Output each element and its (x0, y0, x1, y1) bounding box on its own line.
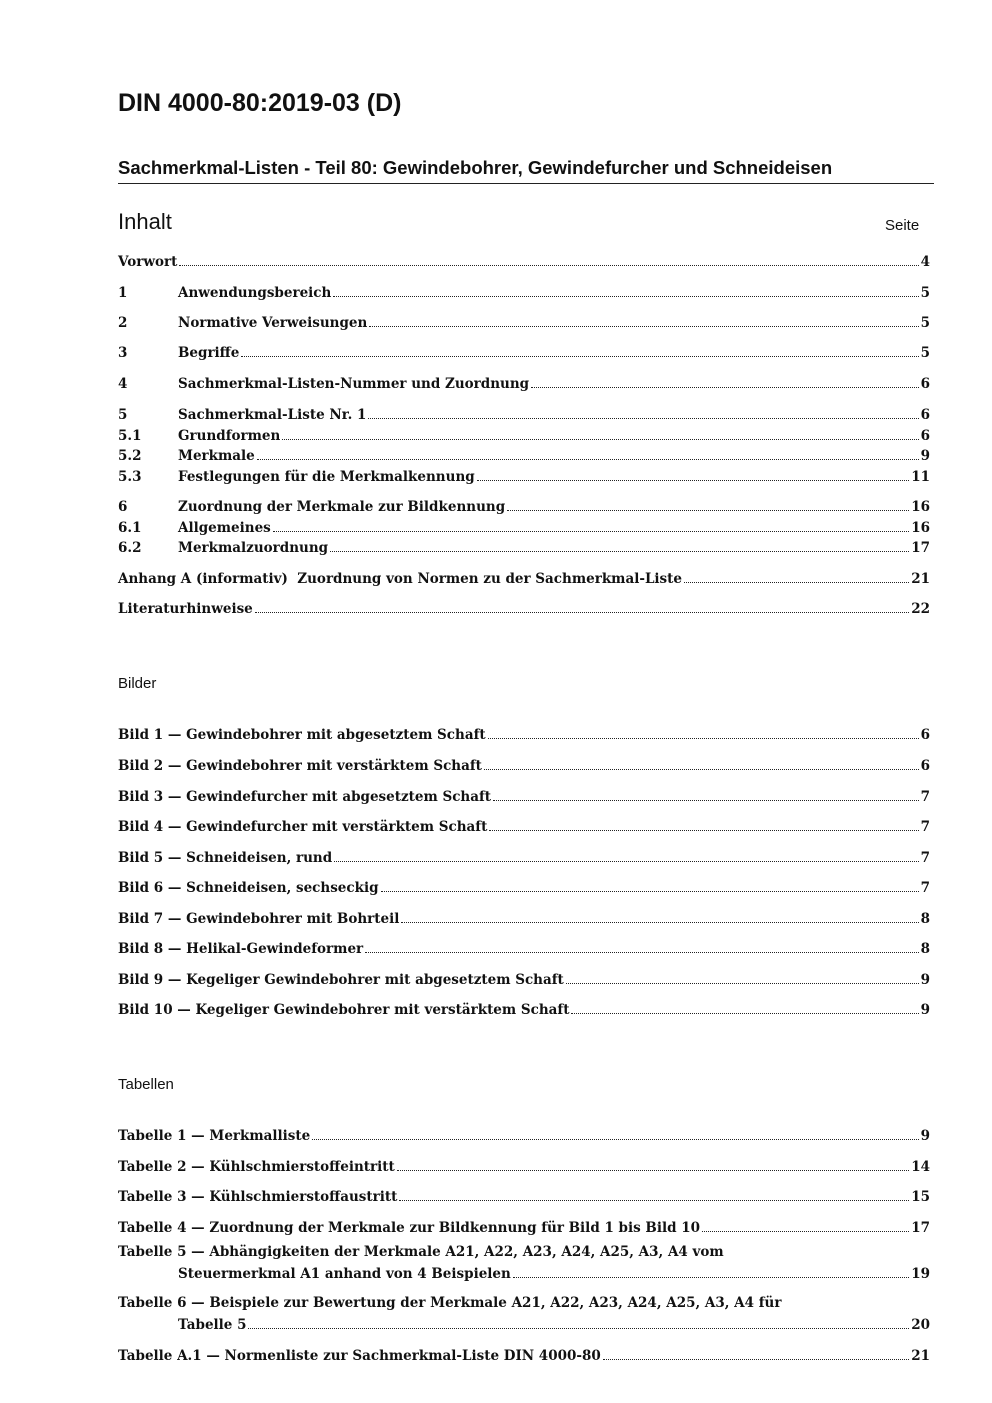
table-entry[interactable] (118, 1155, 930, 1175)
figure-entry-page: 6 (920, 758, 930, 774)
table-entry-label: Tabelle 2 — Kühlschmierstoffeintritt (118, 1159, 395, 1175)
toc-entry-label: Merkmale (178, 448, 255, 464)
figure-entry-page: 7 (920, 850, 930, 866)
dot-leader (513, 1277, 909, 1278)
header-rule (118, 183, 934, 184)
table-entry-label-line2: Tabelle 5 (178, 1317, 247, 1333)
toc-entry-number: 5.1 (118, 428, 142, 444)
toc-entry-6[interactable] (118, 495, 930, 515)
figure-entry[interactable] (118, 937, 930, 957)
dot-leader (399, 1200, 909, 1201)
dot-leader (248, 1328, 909, 1329)
document-id: DIN 4000-80:2019-03 (D) (118, 89, 402, 117)
toc-entry-page: 5 (920, 285, 930, 301)
toc-entry-number: 6.1 (118, 520, 142, 536)
toc-entry-6-2[interactable] (118, 536, 930, 556)
tables-heading: Tabellen (118, 1076, 174, 1093)
figure-entry-label: Bild 8 — Helikal-Gewindeformer (118, 941, 364, 957)
toc-entry-page: 4 (920, 254, 930, 270)
dot-leader (507, 510, 909, 511)
table-entry-label-line1: Tabelle 5 — Abhängigkeiten der Merkmale A21, A22, A23, A24, A25, A3, A4 vom (118, 1244, 724, 1260)
dot-leader (333, 296, 918, 297)
toc-entry-label: Vorwort (118, 254, 178, 270)
toc-entry-2[interactable] (118, 311, 930, 331)
table-entry-label: Tabelle 3 — Kühlschmierstoffaustritt (118, 1189, 398, 1205)
toc-entry-1[interactable] (118, 281, 930, 301)
figure-entry-label: Bild 9 — Kegeliger Gewindebohrer mit abgesetztem Schaft (118, 972, 564, 988)
table-entry-label: Tabelle A.1 — Normenliste zur Sachmerkmal-Liste DIN 4000-80 (118, 1348, 601, 1364)
toc-entry-page: 6 (920, 428, 930, 444)
table-entry[interactable] (118, 1124, 930, 1144)
dot-leader (488, 738, 919, 739)
toc-entry-label: Normative Verweisungen (178, 315, 368, 331)
toc-entry-page: 16 (911, 499, 930, 515)
dot-leader (477, 480, 910, 481)
figure-entry-page: 7 (920, 789, 930, 805)
toc-entry-number: 5.3 (118, 469, 142, 485)
figure-entry-label: Bild 3 — Gewindefurcher mit abgesetztem Schaft (118, 789, 492, 805)
figure-entry-page: 8 (920, 941, 930, 957)
figure-entry-page: 9 (920, 1002, 930, 1018)
figure-entry[interactable] (118, 968, 930, 988)
dot-leader (334, 861, 918, 862)
dot-leader (603, 1359, 909, 1360)
figure-entry[interactable] (118, 876, 930, 896)
toc-entry-5-2[interactable] (118, 444, 930, 464)
dot-leader (566, 983, 919, 984)
dot-leader (282, 439, 918, 440)
dot-leader (255, 612, 909, 613)
toc-entry-label: Zuordnung der Merkmale zur Bildkennung (178, 499, 506, 515)
figure-entry-label: Bild 5 — Schneideisen, rund (118, 850, 333, 866)
table-entry-label-line1: Tabelle 6 — Beispiele zur Bewertung der Merkmale A21, A22, A23, A24, A25, A3, A4 für (118, 1295, 782, 1311)
toc-entry-anhang-a[interactable] (118, 567, 930, 587)
toc-entry-page: 6 (920, 407, 930, 423)
figure-entry-label: Bild 10 — Kegeliger Gewindebohrer mit verstärktem Schaft (118, 1002, 570, 1018)
toc-entry-label: Sachmerkmal-Listen-Nummer und Zuordnung (178, 376, 530, 392)
figure-entry-page: 7 (920, 819, 930, 835)
toc-entry-number: 1 (118, 285, 128, 301)
table-entry-label-line2: Steuermerkmal A1 anhand von 4 Beispielen (178, 1266, 511, 1282)
toc-entry-page: 17 (911, 540, 930, 556)
page-column-label: Seite (885, 217, 920, 234)
figure-entry-label: Bild 2 — Gewindebohrer mit verstärktem Schaft (118, 758, 482, 774)
table-entry-page: 9 (920, 1128, 930, 1144)
toc-entry-label: Grundformen (178, 428, 281, 444)
dot-leader (397, 1170, 909, 1171)
toc-entry-page: 5 (920, 315, 930, 331)
toc-entry-5-3[interactable] (118, 465, 930, 485)
toc-entry-label: Begriffe (178, 345, 240, 361)
figure-entry[interactable] (118, 998, 930, 1018)
toc-entry-label: Merkmalzuordnung (178, 540, 329, 556)
figure-entry-page: 7 (920, 880, 930, 896)
table-entry-page: 15 (911, 1189, 930, 1205)
figure-entry-label: Bild 1 — Gewindebohrer mit abgesetztem Schaft (118, 727, 486, 743)
dot-leader (257, 459, 919, 460)
toc-entry-label: Anwendungsbereich (178, 285, 332, 301)
table-entry-page: 17 (911, 1220, 930, 1236)
dot-leader (493, 800, 919, 801)
dot-leader (484, 769, 919, 770)
toc-entry-number: 6.2 (118, 540, 142, 556)
toc-entry-page: 21 (911, 571, 930, 587)
figure-entry[interactable] (118, 815, 930, 835)
toc-entry-page: 6 (920, 376, 930, 392)
dot-leader (312, 1139, 918, 1140)
figure-entry[interactable] (118, 785, 930, 805)
toc-entry-page: 22 (911, 601, 930, 617)
table-entry[interactable] (118, 1216, 930, 1236)
figure-entry-page: 9 (920, 972, 930, 988)
dot-leader (381, 891, 919, 892)
table-entry-multiline[interactable] (118, 1242, 930, 1282)
figure-entry-label: Bild 6 — Schneideisen, sechseckig (118, 880, 379, 896)
toc-entry-number: 4 (118, 376, 128, 392)
figure-entry-label: Bild 4 — Gewindefurcher mit verstärktem Schaft (118, 819, 488, 835)
dot-leader (369, 326, 918, 327)
document-subtitle: Sachmerkmal-Listen - Teil 80: Gewindebohrer, Gewindefurcher und Schneideisen (118, 157, 833, 178)
toc-entry-label: Literaturhinweise (118, 601, 253, 617)
toc-entry-4[interactable] (118, 372, 930, 392)
figure-entry[interactable] (118, 907, 930, 927)
table-entry[interactable] (118, 1185, 930, 1205)
toc-entry-number: 5 (118, 407, 128, 423)
table-entry-label: Tabelle 1 — Merkmalliste (118, 1128, 311, 1144)
toc-entry-5-1[interactable] (118, 424, 930, 444)
table-entry-multiline[interactable] (118, 1293, 930, 1333)
dot-leader (273, 531, 909, 532)
toc-entry-vorwort[interactable] (118, 250, 930, 270)
toc-entry-3[interactable] (118, 341, 930, 361)
figure-entry[interactable] (118, 723, 930, 743)
toc-entry-5[interactable] (118, 403, 930, 423)
figure-entry[interactable] (118, 754, 930, 774)
figure-entry-label: Bild 7 — Gewindebohrer mit Bohrteil (118, 911, 400, 927)
dot-leader (401, 922, 918, 923)
table-entry-page: 20 (911, 1317, 930, 1333)
table-entry-page: 21 (911, 1348, 930, 1364)
toc-entry-page: 16 (911, 520, 930, 536)
dot-leader (330, 551, 909, 552)
figures-heading: Bilder (118, 675, 157, 692)
dot-leader (365, 952, 918, 953)
toc-entry-number: 5.2 (118, 448, 142, 464)
table-entry[interactable] (118, 1344, 930, 1364)
toc-entry-number: 6 (118, 499, 128, 515)
toc-entry-number: 3 (118, 345, 128, 361)
table-entry-page: 14 (911, 1159, 930, 1175)
dot-leader (571, 1013, 918, 1014)
toc-entry-6-1[interactable] (118, 516, 930, 536)
toc-entry-page: 9 (920, 448, 930, 464)
toc-entry-label: Anhang A (informativ) Zuordnung von Normen zu der Sachmerkmal-Liste (118, 571, 682, 587)
table-entry-page: 19 (911, 1266, 930, 1282)
dot-leader (241, 356, 918, 357)
figure-entry-page: 8 (920, 911, 930, 927)
toc-entry-page: 5 (920, 345, 930, 361)
dot-leader (531, 387, 918, 388)
toc-entry-label: Festlegungen für die Merkmalkennung (178, 469, 475, 485)
dot-leader (684, 582, 909, 583)
figure-entry-page: 6 (920, 727, 930, 743)
dot-leader (489, 830, 918, 831)
figure-entry[interactable] (118, 846, 930, 866)
table-entry-label: Tabelle 4 — Zuordnung der Merkmale zur Bildkennung für Bild 1 bis Bild 10 (118, 1220, 701, 1236)
toc-heading: Inhalt (118, 209, 172, 234)
toc-entry-literatur[interactable] (118, 597, 930, 617)
dot-leader (702, 1231, 909, 1232)
dot-leader (179, 265, 918, 266)
dot-leader (368, 418, 918, 419)
toc-entry-page: 11 (911, 469, 930, 485)
toc-entry-number: 2 (118, 315, 128, 331)
toc-entry-label: Sachmerkmal-Liste Nr. 1 (178, 407, 367, 423)
toc-entry-label: Allgemeines (178, 520, 271, 536)
